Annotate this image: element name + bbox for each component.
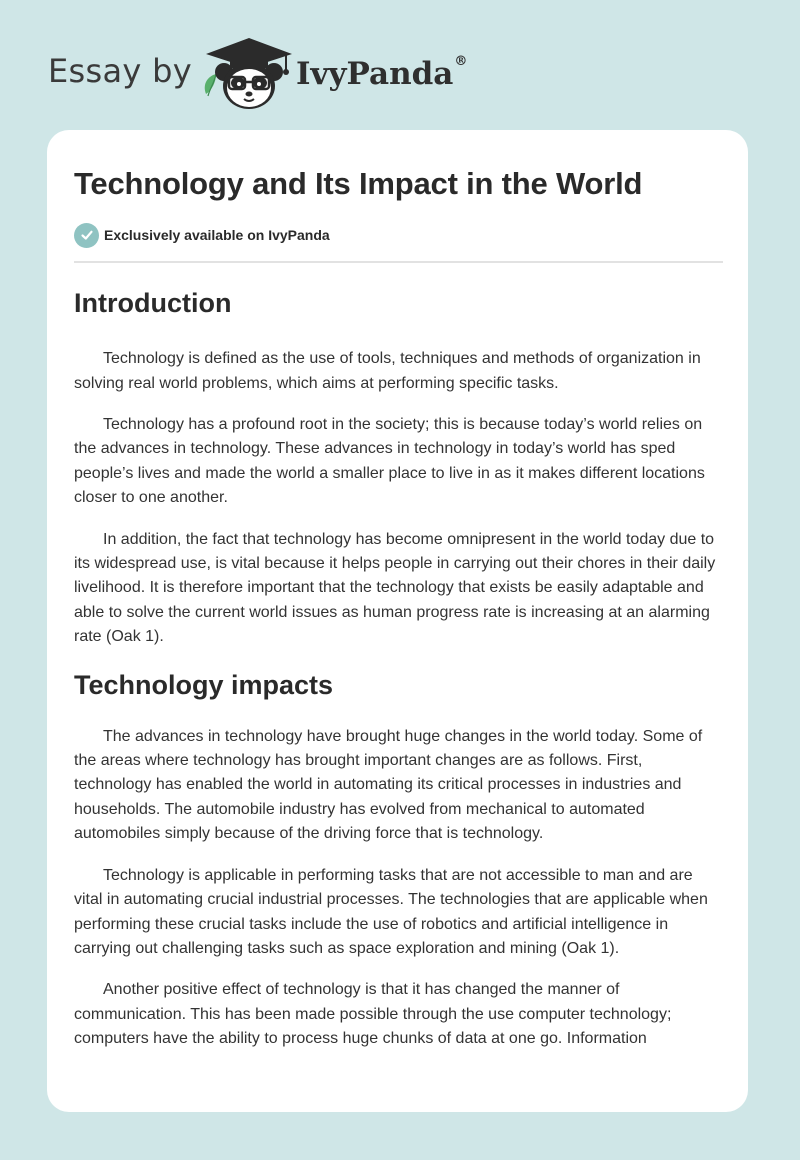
paragraph: Technology is applicable in performing tasks that are not accessible to man and are vital in automating crucial industrial processes. The technologies that are applicable when performing these crucial tasks include the use of robotics and artificial intelligence in carrying out challenging tasks such as space exploration and mining (Oak 1). [74,866,708,957]
brand-prefix: Essay by [48,52,192,90]
panda-graduation-cap-icon [200,34,296,112]
brand-name: IvyPanda® [296,54,468,92]
paragraph: Technology has a profound root in the society; this is because today’s world relies on the advances in technology. These advances in technology in today’s world has sped people’s lives and made the world a smaller place to live in as it makes different locations closer to one another. [74,415,705,507]
paragraph: Another positive effect of technology is that it has changed the manner of communication. This has been made possible through the use computer technology; computers have the ability to process huge chunks of data at one go. Information [74,981,672,1048]
brand-header [48,34,468,114]
section-heading: Introduction [74,288,232,318]
paragraph: In addition, the fact that technology has become omnipresent in the world today due to its widespread use, is vital because it helps people in carrying out their chores in their daily livelihood. It is therefore important that the technology that exists be easily adaptable and able to solve the current world issues as human progress rate is increasing at an alarming rate (Oak 1). [74,530,716,646]
essay-card [47,130,748,1112]
section-technology-impacts [74,668,723,1052]
check-circle-icon [74,223,99,248]
page-title: Technology and Its Impact in the World [74,166,643,201]
title-divider [74,261,723,263]
exclusive-badge-text: Exclusively available on IvyPanda [104,227,330,243]
essay-body [74,280,723,1069]
exclusive-badge [74,222,330,248]
paragraph: The advances in technology have brought huge changes in the world today. Some of the areas where technology has brought important changes are as follows. First, technology has enabled the world in automating its critical processes in industries and households. The automobile industry has evolved from mechanical to automated automobiles simply because of the driving force that is technology. [74,727,703,843]
paragraph: Technology is defined as the use of tools, techniques and methods of organization in solving real world problems, which aims at performing specific tasks. [74,350,701,392]
section-heading: Technology impacts [74,669,334,700]
section-introduction [74,286,723,650]
